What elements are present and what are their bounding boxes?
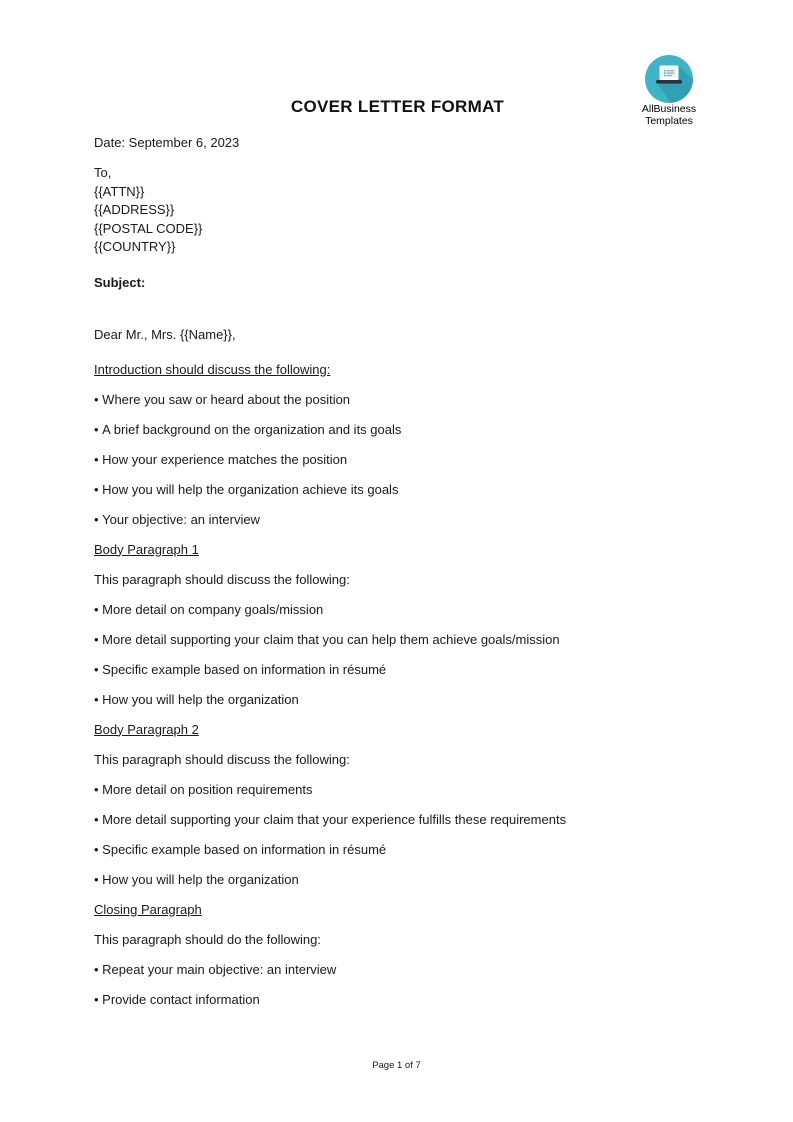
bullet-item: • Your objective: an interview (94, 511, 701, 529)
bullet-item: • How you will help the organization (94, 871, 701, 889)
recipient-line-country: {{COUNTRY}} (94, 239, 176, 254)
bullet-item: • A brief background on the organization and its goals (94, 421, 701, 439)
bullet-item: • Where you saw or heard about the position (94, 391, 701, 409)
section-intro: This paragraph should do the following: (94, 931, 321, 947)
salutation: Dear Mr., Mrs. {{Name}}, (94, 326, 236, 342)
logo (630, 55, 708, 127)
section-heading-body-paragraph-1: Body Paragraph 1 (94, 541, 199, 557)
date-line: Date: September 6, 2023 (94, 135, 240, 150)
bullet-item: • More detail supporting your claim that your experience fulfills these requirements (94, 811, 701, 829)
bullet-item: • More detail on position requirements (94, 781, 701, 799)
page-footer: Page 1 of 7 (372, 1060, 421, 1071)
section-heading-introduction: Introduction should discuss the following: (94, 361, 331, 377)
logo-caption-line2: Templates (645, 114, 693, 127)
logo-caption (630, 104, 708, 127)
bullet-item: • How you will help the organization achieve its goals (94, 481, 701, 499)
bullet-item: • How your experience matches the position (94, 451, 701, 469)
bullet-item: • Repeat your main objective: an interview (94, 961, 701, 979)
recipient-line-address: {{ADDRESS}} (94, 202, 175, 217)
subject-label: Subject: (94, 274, 146, 290)
section-heading-body-paragraph-2: Body Paragraph 2 (94, 721, 199, 737)
bullet-item: • Provide contact information (94, 991, 701, 1009)
logo-caption-line1: AllBusiness (641, 103, 697, 115)
logo-circle (645, 55, 693, 103)
section-intro: This paragraph should discuss the following: (94, 571, 350, 587)
section-heading-closing-paragraph: Closing Paragraph (94, 901, 202, 917)
laptop-icon (645, 55, 693, 103)
recipient-line-to: To, (94, 165, 112, 180)
page-title: COVER LETTER FORMAT (290, 97, 505, 116)
recipient-line-postal-code: {{POSTAL CODE}} (94, 220, 203, 236)
bullet-item: • Specific example based on information in résumé (94, 841, 701, 859)
recipient-block (94, 164, 701, 257)
recipient-line-attn: {{ATTN}} (94, 183, 145, 199)
bullet-item: • How you will help the organization (94, 691, 701, 709)
section-intro: This paragraph should discuss the following: (94, 751, 350, 767)
bullet-item: • More detail on company goals/mission (94, 601, 701, 619)
bullet-item: • Specific example based on information in résumé (94, 661, 701, 679)
bullet-item: • More detail supporting your claim that you can help them achieve goals/mission (94, 631, 701, 649)
